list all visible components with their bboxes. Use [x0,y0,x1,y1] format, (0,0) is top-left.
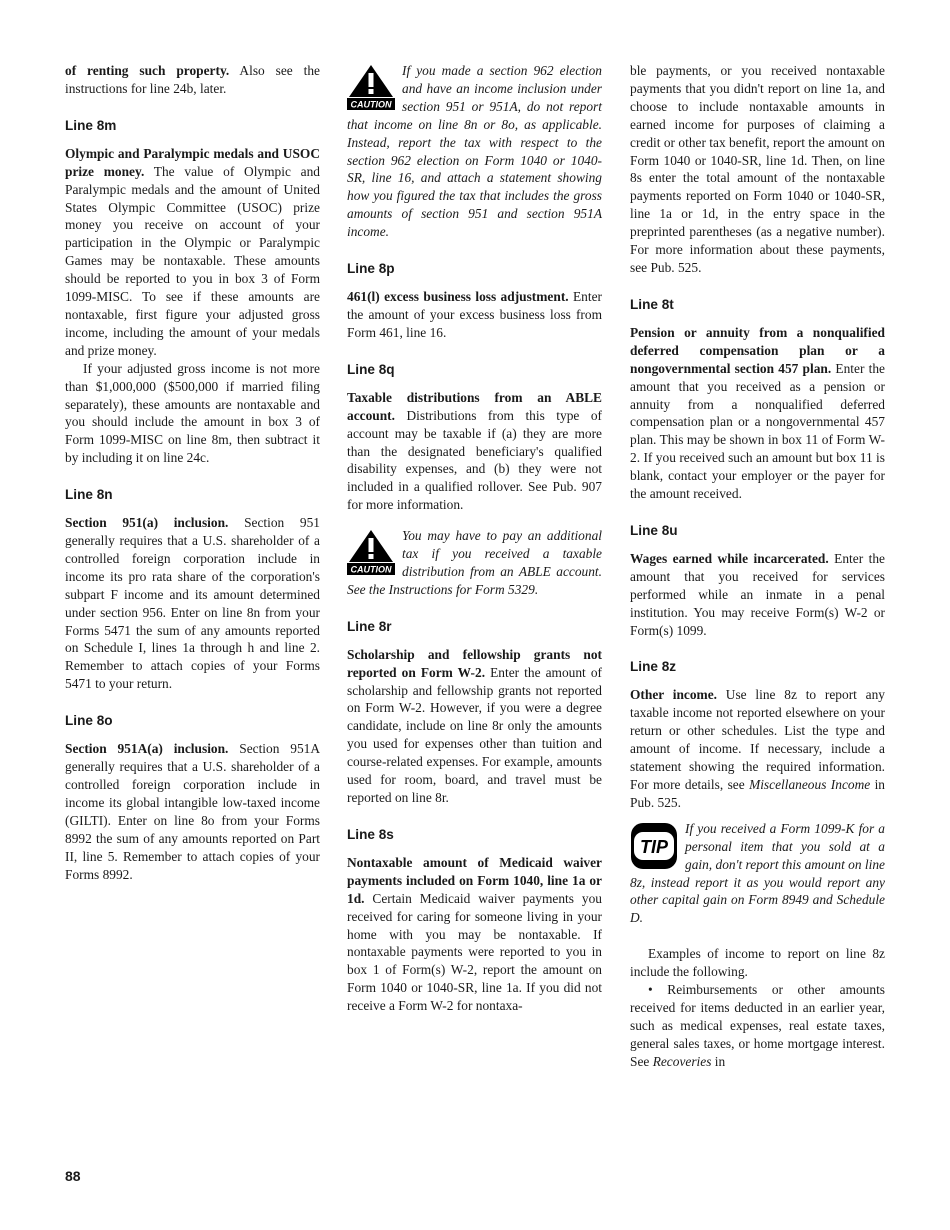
examples-paragraph: Examples of income to report on line 8z include the following. [630,946,885,980]
heading-line-8o: Line 8o [65,713,113,729]
caution-note-1 [347,62,602,241]
line-8s-bold: Nontaxable amount of Medicaid waiver payments included on Form 1040, line 1a or 1d. [347,854,602,906]
line-8s-text: Certain Medicaid waiver payments you received for caring for someone living in your home with you may be nontaxable. If nontaxable payments were reported to you in box 1 of Form(s) W-2, report the amount on Form 1040 or 1040-SR, line 1a. If you did not receive a Form W-2 for nontaxa- [347,890,602,1014]
caution-icon [347,64,395,110]
heading-line-8t: Line 8t [630,296,674,312]
line-8m-bold: Olympic and Paralympic medals and USOC prize money. [65,145,320,179]
line-8u-bold: Wages earned while incarcerated. [630,550,829,566]
heading-line-8q: Line 8q [347,361,395,377]
line-8t-paragraph [630,324,885,503]
caution-label: CAUTION [350,99,392,110]
line-8r-text: Enter the amount of scholarship and fellowship grants not reported on Form W-2. However, if you were a degree candidate, include on line 8r only the amounts you used for expenses other than tuition and course-related expenses. For example, amounts used for room, board, and travel must be reported on line 8r. [347,664,602,805]
line-8z-text-b: in Pub. 525. [630,777,886,810]
line-8r-paragraph [347,646,602,807]
heading-line-8m: Line 8m [65,117,117,133]
line-8u-paragraph [630,550,885,640]
line-8p-bold: 461(l) excess business loss adjustment. [347,289,569,305]
page-number: 88 [65,1168,81,1184]
heading-line-8u: Line 8u [630,522,678,538]
line-8t-bold: Pension or annuity from a nonqualified deferred compensation plan or a nongovernmental section 457 plan. [630,324,885,376]
caution-label: CAUTION [350,564,392,575]
line-8u-text: Enter the amount that you received for services performed while an inmate in a penal institution. You may receive Form(s) W-2 or Form(s) 1099. [630,550,885,638]
heading-line-8z: Line 8z [630,659,677,675]
line-8p-text: Enter the amount of your excess business loss from Form 461, line 16. [347,289,602,340]
line-8m-paragraph-2: If your adjusted gross income is not more than $1,000,000 ($500,000 if married filing separately), these amounts are nontaxable and you should include the amount in box 3 of Form 1099-MISC on line 8m, then subtract it by including it on line 24c. [65,360,320,466]
line-8t-text: Enter the amount that you received as a pension or annuity from a nonqualified deferred compensation plan or a nongovernmental 457 plan. This may be shown in box 11 of Form W-2. If you received such an amount but box 11 is blank, contact your employer or the payer for the amount received. [630,360,885,502]
line-8p-paragraph [347,288,602,342]
intro-text: Also see the instructions for line 24b, later. [65,63,320,96]
heading-line-8p: Line 8p [347,261,395,277]
column-3 [630,62,885,1071]
line-8s-continued: ble payments, or you received nontaxable payments that you didn't report on line 1a, and choose to include nontaxable amounts in earned income for purposes of claiming a credit or other tax benefit, report the amount on Form 1040 or 1040-SR, line 1d. Then, on line 8s enter the total amount of the nontaxable payments reported on Form 1040 or 1040-SR, line 1a or 1d, in the entry space in the preprinted parentheses (as a negative number). For more information about these payments, see Pub. 525. [630,63,885,275]
caution-icon [347,529,395,575]
tip-note [630,820,885,927]
bullet-1-italic: Recoveries [652,1053,712,1069]
line-8q-paragraph [347,389,602,514]
caution-text-1: If you made a section 962 election and have an income inclusion under section 951 or 951A, do not report that income on line 8n or 8o, as applicable. Instead, report the tax with respect to the section 962 election on Form 1040 or 1040-SR, line 16, and attach a statement showing how you figured the tax that includes the gross amounts of section 951 and section 951A income. [347,63,602,240]
line-8n-bold: Section 951(a) inclusion. [65,515,229,531]
line-8o-bold: Section 951A(a) inclusion. [65,741,229,757]
bullet-1-text-a: Reimbursements or other amounts received for items deducted in an earlier year, such as medical expenses, real estate taxes, general sales taxes, or home mortgage interest. See [630,982,885,1069]
heading-line-8s: Line 8s [347,826,394,842]
line-8m-text: The value of Olympic and Paralympic medals and the amount of United States Olympic Committee (USOC) prize money you receive on account of your participation in the Olympic or Paralympic Games may be nontaxable. These amounts should be reported to you in box 3 of Form 1099-MISC. To see if these amounts are nontaxable, first figure your adjusted gross income, including the amount of your medals and prize money. [65,163,320,358]
line-8z-italic: Miscellaneous Income [749,777,871,792]
line-8o-paragraph [65,740,320,883]
caution-text-2: You may have to pay an additional tax if you received a taxable distribution from an ABLE account. See the Instructions for Form 5329. [347,528,602,597]
line-8z-paragraph [630,686,885,811]
column-2 [347,62,602,1015]
line-8n-text: Section 951 generally requires that a U.S. shareholder of a controlled foreign corporation include in income its pro rata share of the corporation's subpart F income and its amount determined under section 956. Enter on line 8n from your Forms 5471 the sum of any amounts reported on Schedule I, lines 1a through h and line 2. Remember to attach copies of your Forms 5471 to your return. [65,515,320,692]
bullet-1-text-b: in [711,1053,726,1069]
line-8q-text: Distributions from this type of account may be taxable if (a) they are more than the designated beneficiary's qualified disability expenses, and (b) they were not included in a qualified rollover. See Pub. 907 for more information. [347,407,602,513]
caution-note-2 [347,527,602,599]
line-8z-bold: Other income. [630,687,718,703]
tip-icon [630,822,678,870]
heading-line-8r: Line 8r [347,618,392,634]
line-8o-text: Section 951A generally requires that a U.S. shareholder of a controlled foreign corporation include in income its global intangible low-taxed income (GILTI). Enter on line 8o from your Forms 8992 the sum of any amounts reported on Part II, line 5. Remember to attach copies of your Forms 8992. [65,741,320,882]
heading-line-8n: Line 8n [65,487,113,503]
line-8n-paragraph [65,514,320,693]
line-8q-bold: Taxable distributions from an ABLE account. [347,389,602,423]
tip-text: If you received a Form 1099-K for a personal item that you sold at a gain, don't report this amount on line 8z, instead report it as you would report any other capital gain on Form 8949 and Schedule D. [630,820,885,926]
line-8z-text-a: Use line 8z to report any taxable income not reported elsewhere on your return or other schedules. List the type and amount of income. If necessary, include a statement showing the required information. For more details, see [630,687,885,792]
intro-paragraph [65,62,320,98]
tip-label: TIP [639,836,669,857]
bullet-item-1 [630,981,885,1071]
line-8m-paragraph-1 [65,145,320,360]
intro-bold: of renting such property. [65,63,230,78]
line-8s-paragraph [347,854,602,1015]
line-8r-bold: Scholarship and fellowship grants not reported on Form W-2. [347,646,602,680]
column-1 [65,62,320,883]
